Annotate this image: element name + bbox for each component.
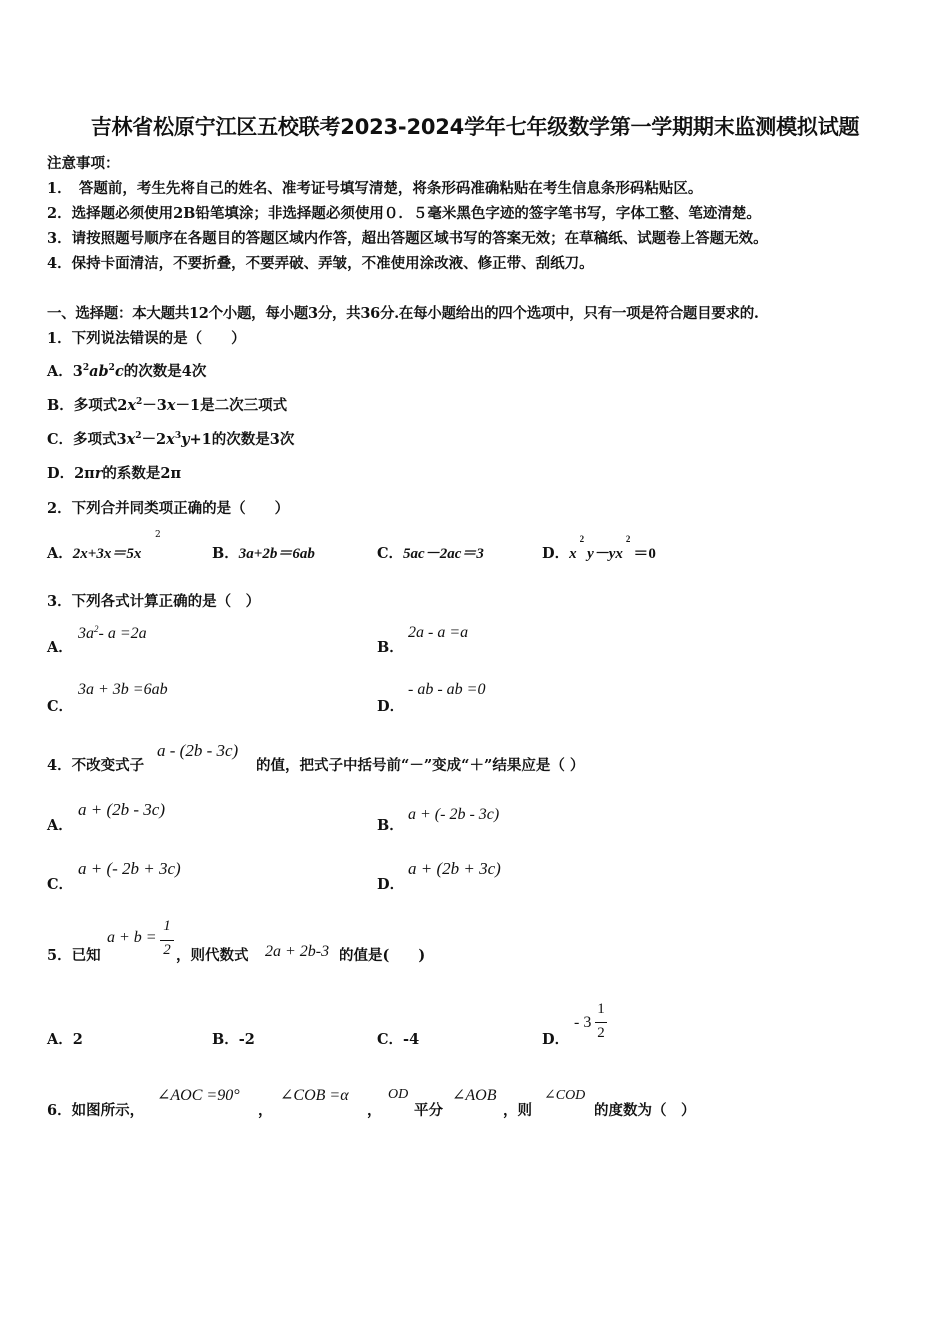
question-5-option-d-label: D．	[542, 1031, 570, 1048]
question-5-fraction-den: 2	[163, 942, 171, 958]
question-5-option-d-den: 2	[597, 1025, 605, 1041]
question-3-stem: 3．下列各式计算正确的是（ ）	[47, 593, 261, 610]
question-4-stem-pre: 4．不改变式子	[47, 757, 145, 774]
notice-item: 2．选择题必须使用2B铅笔填涂；非选择题必须使用０．５毫米黑色字迹的签字笔书写，字体工整、笔迹清楚。	[47, 205, 761, 222]
question-4-option-d-label: D．	[377, 876, 405, 893]
question-2-option-b: B．3a+2b＝6ab	[212, 545, 315, 562]
question-3-option-d-label: D．	[377, 698, 405, 715]
question-3-option-d-expr: - ab - ab =0	[408, 681, 486, 698]
question-4-option-d-expr: a + (2b + 3c)	[408, 859, 501, 878]
question-3-option-a-label: A．	[47, 639, 73, 656]
question-1-option-b: B．多项式$2x^2-3x-1$是二次三项式	[47, 397, 288, 414]
question-6-stem-pre: 6．如图所示，	[47, 1102, 145, 1119]
question-3-option-b-label: B．	[377, 639, 404, 656]
question-3-option-a-expr: $3a^2-$ a =2a	[78, 624, 147, 642]
question-6-expr-od: OD	[388, 1087, 409, 1102]
question-6-sep: ，	[367, 1102, 382, 1119]
question-4-option-c-expr: a + (- 2b + 3c)	[78, 859, 181, 878]
question-6-expr-aob: ∠AOB	[452, 1087, 497, 1104]
question-4-option-b-label: B．	[377, 817, 404, 834]
notice-item: 4．保持卡面清洁，不要折叠，不要弄破、弄皱，不准使用涂改液、修正带、刮纸刀。	[47, 255, 594, 272]
question-1-option-a: A．$3^2ab^2c$的次数是4次	[47, 363, 207, 380]
question-3-option-b-expr: 2a - a =a	[408, 624, 469, 641]
question-2-option-a-exponent: 2	[155, 530, 161, 540]
question-4-option-a-label: A．	[47, 817, 73, 834]
page-title: 吉林省松原宁江区五校联考2023-2024学年七年级数学第一学期期末监测模拟试题	[90, 115, 860, 139]
question-1-stem: 1．下列说法错误的是（ ）	[47, 330, 246, 347]
question-5-stem-post: 的值是( )	[339, 947, 426, 964]
question-5-fraction-bar	[160, 940, 174, 941]
question-1-option-d: D．2πr的系数是2π	[47, 465, 182, 482]
question-6-expr-aoc: ∠AOC =90°	[157, 1087, 240, 1104]
question-4-stem-post: 的值，把式子中括号前“－”变成“＋”结果应是（ ）	[256, 757, 585, 774]
question-4-stem-expr: a - (2b - 3c)	[157, 741, 239, 760]
question-4-option-a-expr: a + (2b - 3c)	[78, 800, 166, 819]
question-4-option-b-expr: a + (- 2b - 3c)	[408, 806, 500, 823]
question-5-fraction-num: 1	[163, 918, 171, 934]
question-5-option-a: A．2	[47, 1031, 83, 1048]
question-4-option-c-label: C．	[47, 876, 74, 893]
question-5-option-c: C．-4	[377, 1031, 420, 1048]
question-2-stem: 2．下列合并同类项正确的是（ ）	[47, 500, 290, 517]
question-6-expr-cod: ∠COD	[544, 1088, 586, 1103]
notice-item: 3．请按照题号顺序在各题目的答题区域内作答，超出答题区域书写的答案无效；在草稿纸、试题卷上答题无效。	[47, 230, 768, 247]
question-5-option-d-bar	[595, 1022, 607, 1023]
question-3-option-c-label: C．	[47, 698, 74, 715]
notice-item: 1． 答题前，考生先将自己的姓名、准考证号填写清楚，将条形码准确粘贴在考生信息条形码粘贴区。	[47, 180, 703, 197]
question-5-stem-mid: ，则代数式	[176, 947, 249, 964]
question-6-stem-mid: 平分	[414, 1102, 443, 1119]
question-6-expr-cob: ∠COB =α	[280, 1087, 349, 1104]
section-heading: 一、选择题：本大题共12个小题，每小题3分，共36分.在每小题给出的四个选项中，只有一项是符合题目要求的.	[47, 305, 759, 322]
question-2-option-a: A．2x+3x＝5x	[47, 545, 142, 562]
question-5-option-b: B．-2	[212, 1031, 255, 1048]
question-5-option-d-whole: - 3	[574, 1014, 592, 1031]
question-1-option-c: C．多项式$3x^2-2x^3y+1$的次数是3次	[47, 431, 295, 448]
question-2-option-c: C．5ac－2ac＝3	[377, 545, 484, 562]
question-5-expr: 2a + 2b-3	[265, 943, 330, 960]
question-6-stem-mid2: ，则	[503, 1102, 532, 1119]
notice-heading: 注意事项：	[47, 155, 120, 172]
question-5-stem-pre: 5．已知	[47, 947, 101, 964]
question-2-option-d: D．$x^2y-yx^2=0$	[542, 534, 656, 562]
question-3-option-c-expr: 3a + 3b =6ab	[78, 681, 168, 698]
question-6-stem-post: 的度数为（ ）	[594, 1102, 696, 1119]
question-5-option-d-num: 1	[597, 1001, 605, 1017]
question-6-sep: ，	[258, 1102, 273, 1119]
question-5-condition: a + b =	[107, 929, 157, 946]
